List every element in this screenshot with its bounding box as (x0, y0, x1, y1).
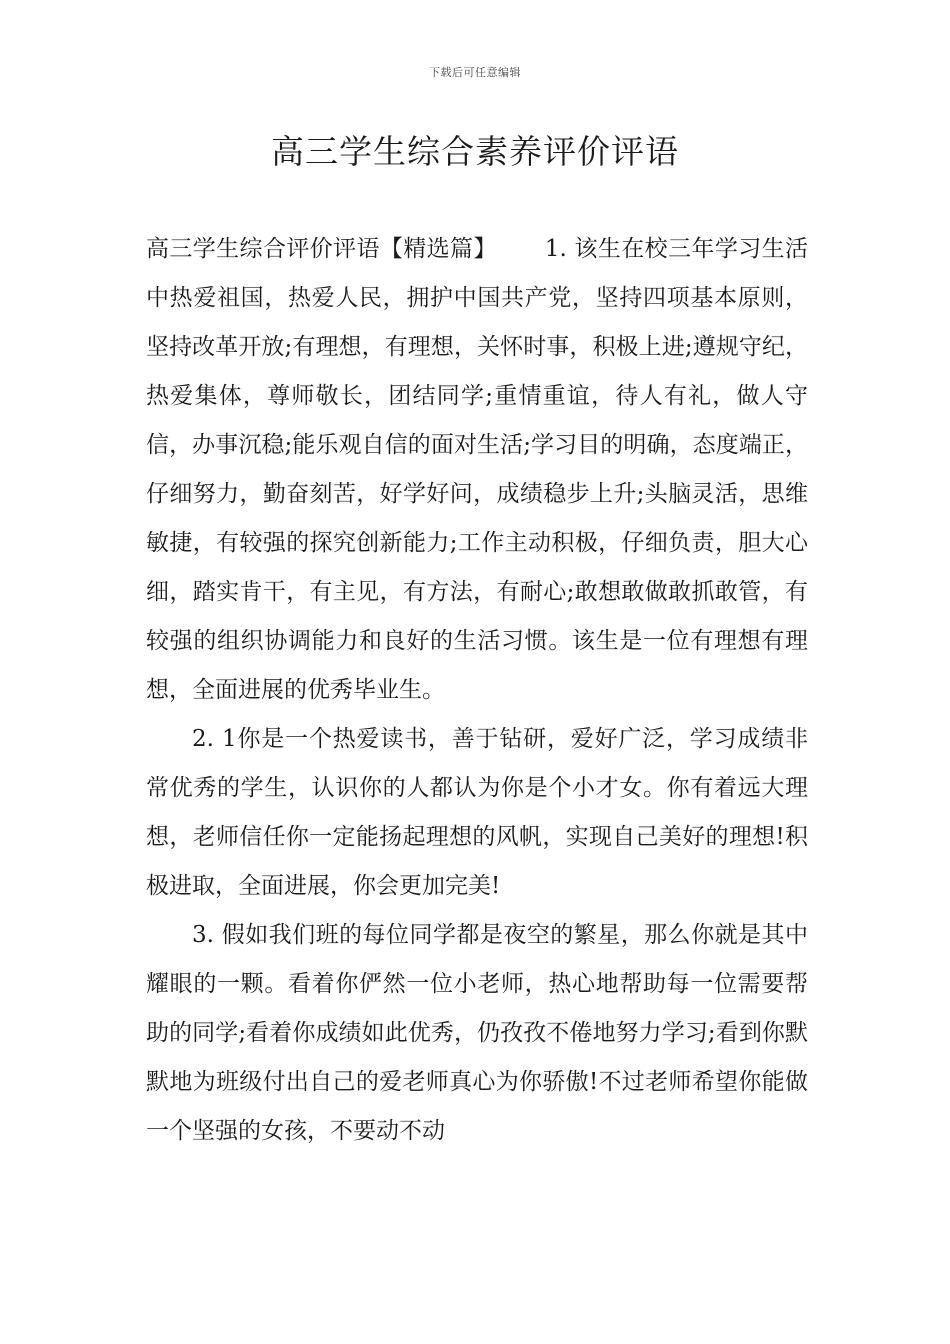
header-note: 下载后可任意编辑 (429, 66, 521, 79)
paragraph-1 (146, 225, 808, 715)
paragraph-1-text: 1. 该生在校三年学习生活中热爱祖国，热爱人民，拥护中国共产党，坚持四项基本原则，坚持改革开放;有理想，有理想，关怀时事，积极上进;遵规守纪，热爱集体，尊师敬长，团结同学;重情重谊，待人有礼，做人守信，办事沉稳;能乐观自信的面对生活;学习目的明确，态度端正，仔细努力，勤奋刻苦，好学好问，成绩稳步上升;头脑灵活，思维敏捷，有较强的探究创新能力;工作主动积极，仔细负责，胆大心细，踏实肯干，有主见，有方法，有耐心;敢想敢做敢抓敢管，有较强的组织协调能力和良好的生活习惯。该生是一位有理想有理想，全面进展的优秀毕业生。 (146, 236, 808, 703)
intro-heading: 高三学生综合评价评语【精选篇】 (146, 236, 497, 262)
paragraph-3: 3. 假如我们班的每位同学都是夜空的繁星，那么你就是其中耀眼的一颗。看着你俨然一位小老师，热心地帮助每一位需要帮助的同学;看着你成绩如此优秀，仍孜孜不倦地努力学习;看到你默默地为班级付出自己的爱老师真心为你骄傲!不过老师希望你能做一个坚强的女孩，不要动不动 (146, 922, 808, 1144)
paragraph-2: 2. 1你是一个热爱读书，善于钻研，爱好广泛，学习成绩非常优秀的学生，认识你的人都认为你是个小才女。你有着远大理想，老师信任你一定能扬起理想的风帆，实现自己美好的理想!积极进取，全面进展，你会更加完美! (146, 726, 808, 899)
document-body (146, 225, 808, 1156)
document-title: 高三学生综合素养评价评语 (271, 132, 679, 171)
